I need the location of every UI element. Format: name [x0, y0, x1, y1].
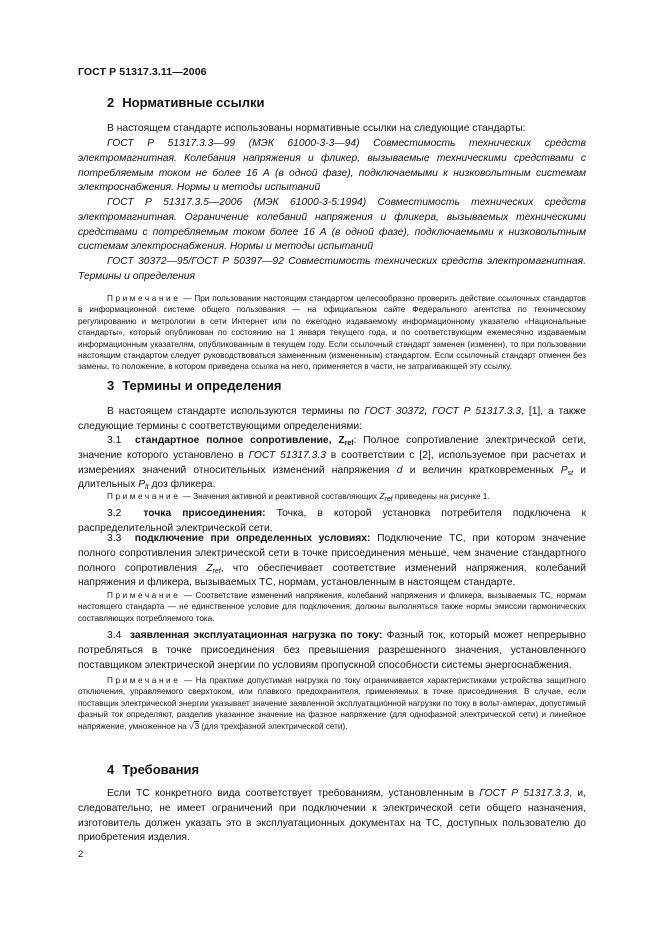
- term-title: подключение при определенных условиях:: [134, 533, 371, 544]
- document-header: ГОСТ Р 51317.3.11—2006: [78, 66, 207, 78]
- section-number: 2: [107, 95, 115, 110]
- term-title: стандартное полное сопротивление, Z: [135, 435, 345, 446]
- reference-1: ГОСТ Р 51317.3.3—99 (МЭК 61000-3-3—94) Совместимость технических средств электромагнитная. Колебания напряжения и фликер, вызываемые техническими средствами с потребляемым током не более 16 А (в одной фазе), подключаемыми к низковольтным системам электроснабжения. Нормы и методы испытаний: [78, 138, 586, 194]
- section-2-heading: [107, 95, 264, 110]
- reference-2: ГОСТ Р 51317.3.5—2006 (МЭК 61000-3-5:1994) Совместимость технических средств электромагнитная. Ограничение колебаний напряжения и фликера, вызываемых техническими средствами с потребляемым током более 16 А (в одной фазе), подключаемыми к низковольтным системам электроснабжения. Нормы и методы испытаний: [78, 197, 586, 253]
- page-number: 2: [78, 849, 84, 860]
- term-3-4-note: Примечание — На практике допустимая нагрузка по току ограничивается характеристиками устройства защитного отключения, управляемого сверхтоком, или плавкого предохранителя, применяемых в точке присоединения. В случае, если поставщик электрической энергии указывает значение заявленной эксплуатационной нагрузки по току в вольт-амперах, допустимый фазный ток определяют, разделив указанное значение на фазное напряжение (для однофазной электрической сети) и линейное напряжение, умноженное на √3 (для трехфазной электрической сети).: [78, 676, 586, 731]
- section-4-heading: [107, 762, 199, 777]
- section-3-heading: [107, 378, 282, 393]
- sqrt-symbol: √3: [189, 721, 200, 731]
- section-title: Требования: [122, 762, 200, 777]
- term-title: точка присоединения:: [143, 508, 266, 519]
- section-2-intro: В настоящем стандарте использованы нормативные ссылки на следующие стандарты:: [107, 123, 526, 134]
- reference-3: ГОСТ 30372—95/ГОСТ Р 50397—92 Совместимость технических средств электромагнитная. Термины и определения: [78, 256, 586, 282]
- term-3-1-note: Примечание — Значения активной и реактивной составляющих $Z_{ref}$ приведены на рисунке 1.: [107, 492, 490, 503]
- term-3-1: 3.1 стандартное полное сопротивление, $Z_{ref}$: Полное сопротивление электрической сети, значение которого установлено в ГОСТ 51317.3.3 в соответствии с [2], используемое при расчетах и измерениях значений относительных изменений напряжения d и величин кратковременных $P_{st}$ и длительных $P_{lt}$ доз фликера.: [78, 435, 586, 492]
- section-4-text: Если ТС конкретного вида соответствует требованиям, установленным в ГОСТ Р 51317.3.3, и, следовательно, не имеет ограничений при подключении к электрической сети общего назначения, изготовитель должен указать это в эксплуатационных документах на ТС, доступных пользователю до приобретения изделия.: [78, 788, 586, 844]
- section-number: 4: [107, 762, 115, 777]
- term-3-3-note: Примечание — Соответствие изменений напряжения, колебаний напряжения и фликера, вызываемых ТС, нормам настоящего стандарта — не единственное условие для подключения; должны выполняться также нормы эмиссии гармонических составляющих потребляемого тока.: [78, 591, 586, 623]
- term-3-3: 3.3 подключение при определенных условиях: Подключение ТС, при котором значение полного сопротивления электрической сети в точке присоединения меньше, чем значение стандартного полного сопротивления $Z_{ref}$, что обеспечивает соответствие изменений напряжения, колебаний напряжения и фликера, вызываемых ТС, нормам, установленным в настоящем стандарте.: [78, 533, 586, 589]
- section-title: Термины и определения: [122, 378, 282, 393]
- term-title: заявленная эксплуатационная нагрузка по току:: [129, 630, 383, 641]
- section-2-note: Примечание — При пользовании настоящим стандартом целесообразно проверить действие ссылочных стандартов в информационной системе общего пользования — на официальном сайте Федерального агентства по техническому регулированию и метрологии в сети Интернет или по ежегодно издаваемому информационному указателю «Национальные стандарты», который опубликован по состоянию на 1 января текущего года, и по соответствующим ежемесячно издаваемым информационным указателям, опубликованным в текущем году. Если ссылочный стандарт заменен (изменен), то при пользовании настоящим стандартом следует руководствоваться замененным (измененным) стандартом. Если ссылочный стандарт отменен без замены, то положение, в котором приведена ссылка на него, применяется в части, не затрагивающей эту ссылку.: [78, 294, 586, 372]
- section-title: Нормативные ссылки: [122, 95, 265, 110]
- term-3-4: 3.4 заявленная эксплуатационная нагрузка по току: Фазный ток, который может непрерывно потребляться в точке присоединения без превышения разрешенного значения, установленного поставщиком электрической энергии по условиям пропускной способности системы энергоснабжения.: [78, 630, 586, 671]
- section-3-intro: В настоящем стандарте используются термины по ГОСТ 30372, ГОСТ Р 51317.3.3, [1], а также следующие термины с соответствующими определениями:: [78, 406, 586, 432]
- term-3-2: 3.2 точка присоединения: Точка, в которой установка потребителя подключена к распределительной электрической сети.: [78, 508, 587, 534]
- section-number: 3: [107, 378, 115, 393]
